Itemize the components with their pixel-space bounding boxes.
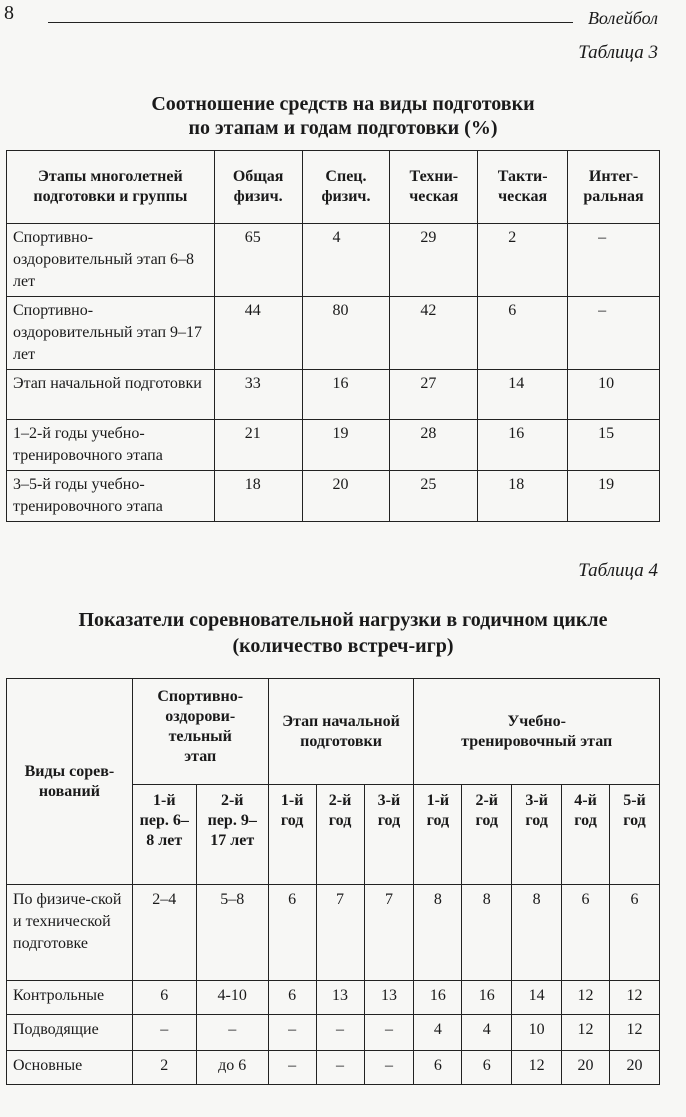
table3-cell: 27 xyxy=(390,370,478,420)
table3-cell: 2 xyxy=(478,224,568,297)
table4-cell: – xyxy=(268,1051,316,1085)
table4-cell: – xyxy=(364,1015,414,1051)
table4-cell: 16 xyxy=(414,981,462,1015)
table4-group-row xyxy=(7,679,660,785)
table4-cell: 12 xyxy=(562,1015,610,1051)
table3-cell: 4 xyxy=(302,224,390,297)
table4 xyxy=(6,678,660,1085)
table4-cell: 13 xyxy=(364,981,414,1015)
table-row xyxy=(7,471,660,522)
table4-cell: 14 xyxy=(512,981,562,1015)
table4-subheader: 2-й год xyxy=(462,785,512,885)
table3-row-name: Спортивно-оздоровительный этап 9–17 лет xyxy=(7,297,215,370)
table3-col-header: Интег-ральная xyxy=(568,151,660,224)
table4-cell: 12 xyxy=(562,981,610,1015)
table4-cell: 6 xyxy=(462,1051,512,1085)
table3-cell: 44 xyxy=(214,297,302,370)
table3-cell: 20 xyxy=(302,471,390,522)
table3-cell: 10 xyxy=(568,370,660,420)
table3-caption-line2: по этапам и годам подготовки (%) xyxy=(188,117,498,139)
table4-cell: 8 xyxy=(462,885,512,981)
table4-subheader: 2-й пер. 9–17 лет xyxy=(196,785,268,885)
table4-cell: 6 xyxy=(414,1051,462,1085)
table4-row-name: Контрольные xyxy=(7,981,133,1015)
table3-cell: 19 xyxy=(302,420,390,471)
table4-cell: – xyxy=(196,1015,268,1051)
table4-cell: – xyxy=(316,1051,364,1085)
table4-cell: 10 xyxy=(512,1015,562,1051)
table3-cell: 16 xyxy=(478,420,568,471)
table4-cell: – xyxy=(268,1015,316,1051)
table3-col-header: Общая физич. xyxy=(214,151,302,224)
table-row xyxy=(7,981,660,1015)
table4-cell: 4 xyxy=(462,1015,512,1051)
table4-cell: 20 xyxy=(609,1051,659,1085)
table4-subheader: 5-й год xyxy=(609,785,659,885)
table-row xyxy=(7,1051,660,1085)
table3-cell: 15 xyxy=(568,420,660,471)
table3-col-header: Этапы многолетней подготовки и группы xyxy=(7,151,215,224)
table4-cell: 12 xyxy=(609,1015,659,1051)
table4-subheader: 3-й год xyxy=(364,785,414,885)
table3-cell: – xyxy=(568,224,660,297)
table4-cell: – xyxy=(316,1015,364,1051)
table3-row-name: 3–5-й годы учебно-тренировочного этапа xyxy=(7,471,215,522)
table4-row-name: По физиче-ской и технической подготовке xyxy=(7,885,133,981)
header-rule xyxy=(48,22,573,23)
table4-subheader: 3-й год xyxy=(512,785,562,885)
table4-cell: 6 xyxy=(132,981,196,1015)
table4-subheader: 1-й год xyxy=(268,785,316,885)
running-title: Волейбол xyxy=(587,8,658,28)
table-row xyxy=(7,885,660,981)
table4-cell: 2–4 xyxy=(132,885,196,981)
table4-cell: 4-10 xyxy=(196,981,268,1015)
table-row xyxy=(7,297,660,370)
table3-label: Таблица 3 xyxy=(578,42,658,63)
table-row xyxy=(7,224,660,297)
table3-cell: 42 xyxy=(390,297,478,370)
table3-row-name: 1–2-й годы учебно-тренировочного этапа xyxy=(7,420,215,471)
table4-cell: – xyxy=(132,1015,196,1051)
table3-cell: 25 xyxy=(390,471,478,522)
table3-row-name: Спортивно-оздоровительный этап 6–8 лет xyxy=(7,224,215,297)
table4-cell: 6 xyxy=(268,981,316,1015)
table3-col-header: Спец. физич. xyxy=(302,151,390,224)
table3-caption-line1: Соотношение средств на виды подготовки xyxy=(151,93,535,115)
table3-cell: 29 xyxy=(390,224,478,297)
table4-row-name: Основные xyxy=(7,1051,133,1085)
table3-cell: – xyxy=(568,297,660,370)
table4-cell: 8 xyxy=(512,885,562,981)
table3-cell: 65 xyxy=(214,224,302,297)
table4-group-header: Спортивно-оздорови-тельный этап xyxy=(132,679,268,785)
table4-subheader: 1-й пер. 6–8 лет xyxy=(132,785,196,885)
table4-cell: 8 xyxy=(414,885,462,981)
table3-cell: 80 xyxy=(302,297,390,370)
table3-cell: 18 xyxy=(214,471,302,522)
table4-cell: 7 xyxy=(364,885,414,981)
table4-subheader: 2-й год xyxy=(316,785,364,885)
table3-cell: 28 xyxy=(390,420,478,471)
table3-col-header: Такти-ческая xyxy=(478,151,568,224)
table3-cell: 33 xyxy=(214,370,302,420)
table4-group-header: Этап начальной подготовки xyxy=(268,679,414,785)
table4-cell: – xyxy=(364,1051,414,1085)
table4-cell: 7 xyxy=(316,885,364,981)
table3-cell: 19 xyxy=(568,471,660,522)
table4-cell: 4 xyxy=(414,1015,462,1051)
table3-col-header: Техни-ческая xyxy=(390,151,478,224)
table3-header-row xyxy=(7,151,660,224)
table4-cell: 12 xyxy=(512,1051,562,1085)
table3 xyxy=(6,150,660,522)
table4-cell: 6 xyxy=(562,885,610,981)
table3-cell: 18 xyxy=(478,471,568,522)
table4-cell: 2 xyxy=(132,1051,196,1085)
table3-cell: 21 xyxy=(214,420,302,471)
table4-cell: 12 xyxy=(609,981,659,1015)
table3-cell: 6 xyxy=(478,297,568,370)
table4-subheader: 4-й год xyxy=(562,785,610,885)
table3-cell: 14 xyxy=(478,370,568,420)
table4-cell: 5–8 xyxy=(196,885,268,981)
table4-corner-header: Виды сорев-нований xyxy=(7,679,133,885)
table4-cell: 16 xyxy=(462,981,512,1015)
table4-cell: 20 xyxy=(562,1051,610,1085)
table4-subheader: 1-й год xyxy=(414,785,462,885)
table-row xyxy=(7,370,660,420)
table4-cell: 13 xyxy=(316,981,364,1015)
table3-row-name: Этап начальной подготовки xyxy=(7,370,215,420)
table4-cell: до 6 xyxy=(196,1051,268,1085)
table-row xyxy=(7,420,660,471)
page-number: 8 xyxy=(4,2,14,24)
table4-cell: 6 xyxy=(268,885,316,981)
table4-caption-line1: Показатели соревновательной нагрузки в годичном цикле xyxy=(78,609,608,631)
table4-caption-line2: (количество встреч-игр) xyxy=(232,635,454,657)
table4-row-name: Подводящие xyxy=(7,1015,133,1051)
table4-label: Таблица 4 xyxy=(578,560,658,581)
table3-cell: 16 xyxy=(302,370,390,420)
table4-group-header: Учебно-тренировочный этап xyxy=(414,679,660,785)
table-row xyxy=(7,1015,660,1051)
table4-cell: 6 xyxy=(609,885,659,981)
